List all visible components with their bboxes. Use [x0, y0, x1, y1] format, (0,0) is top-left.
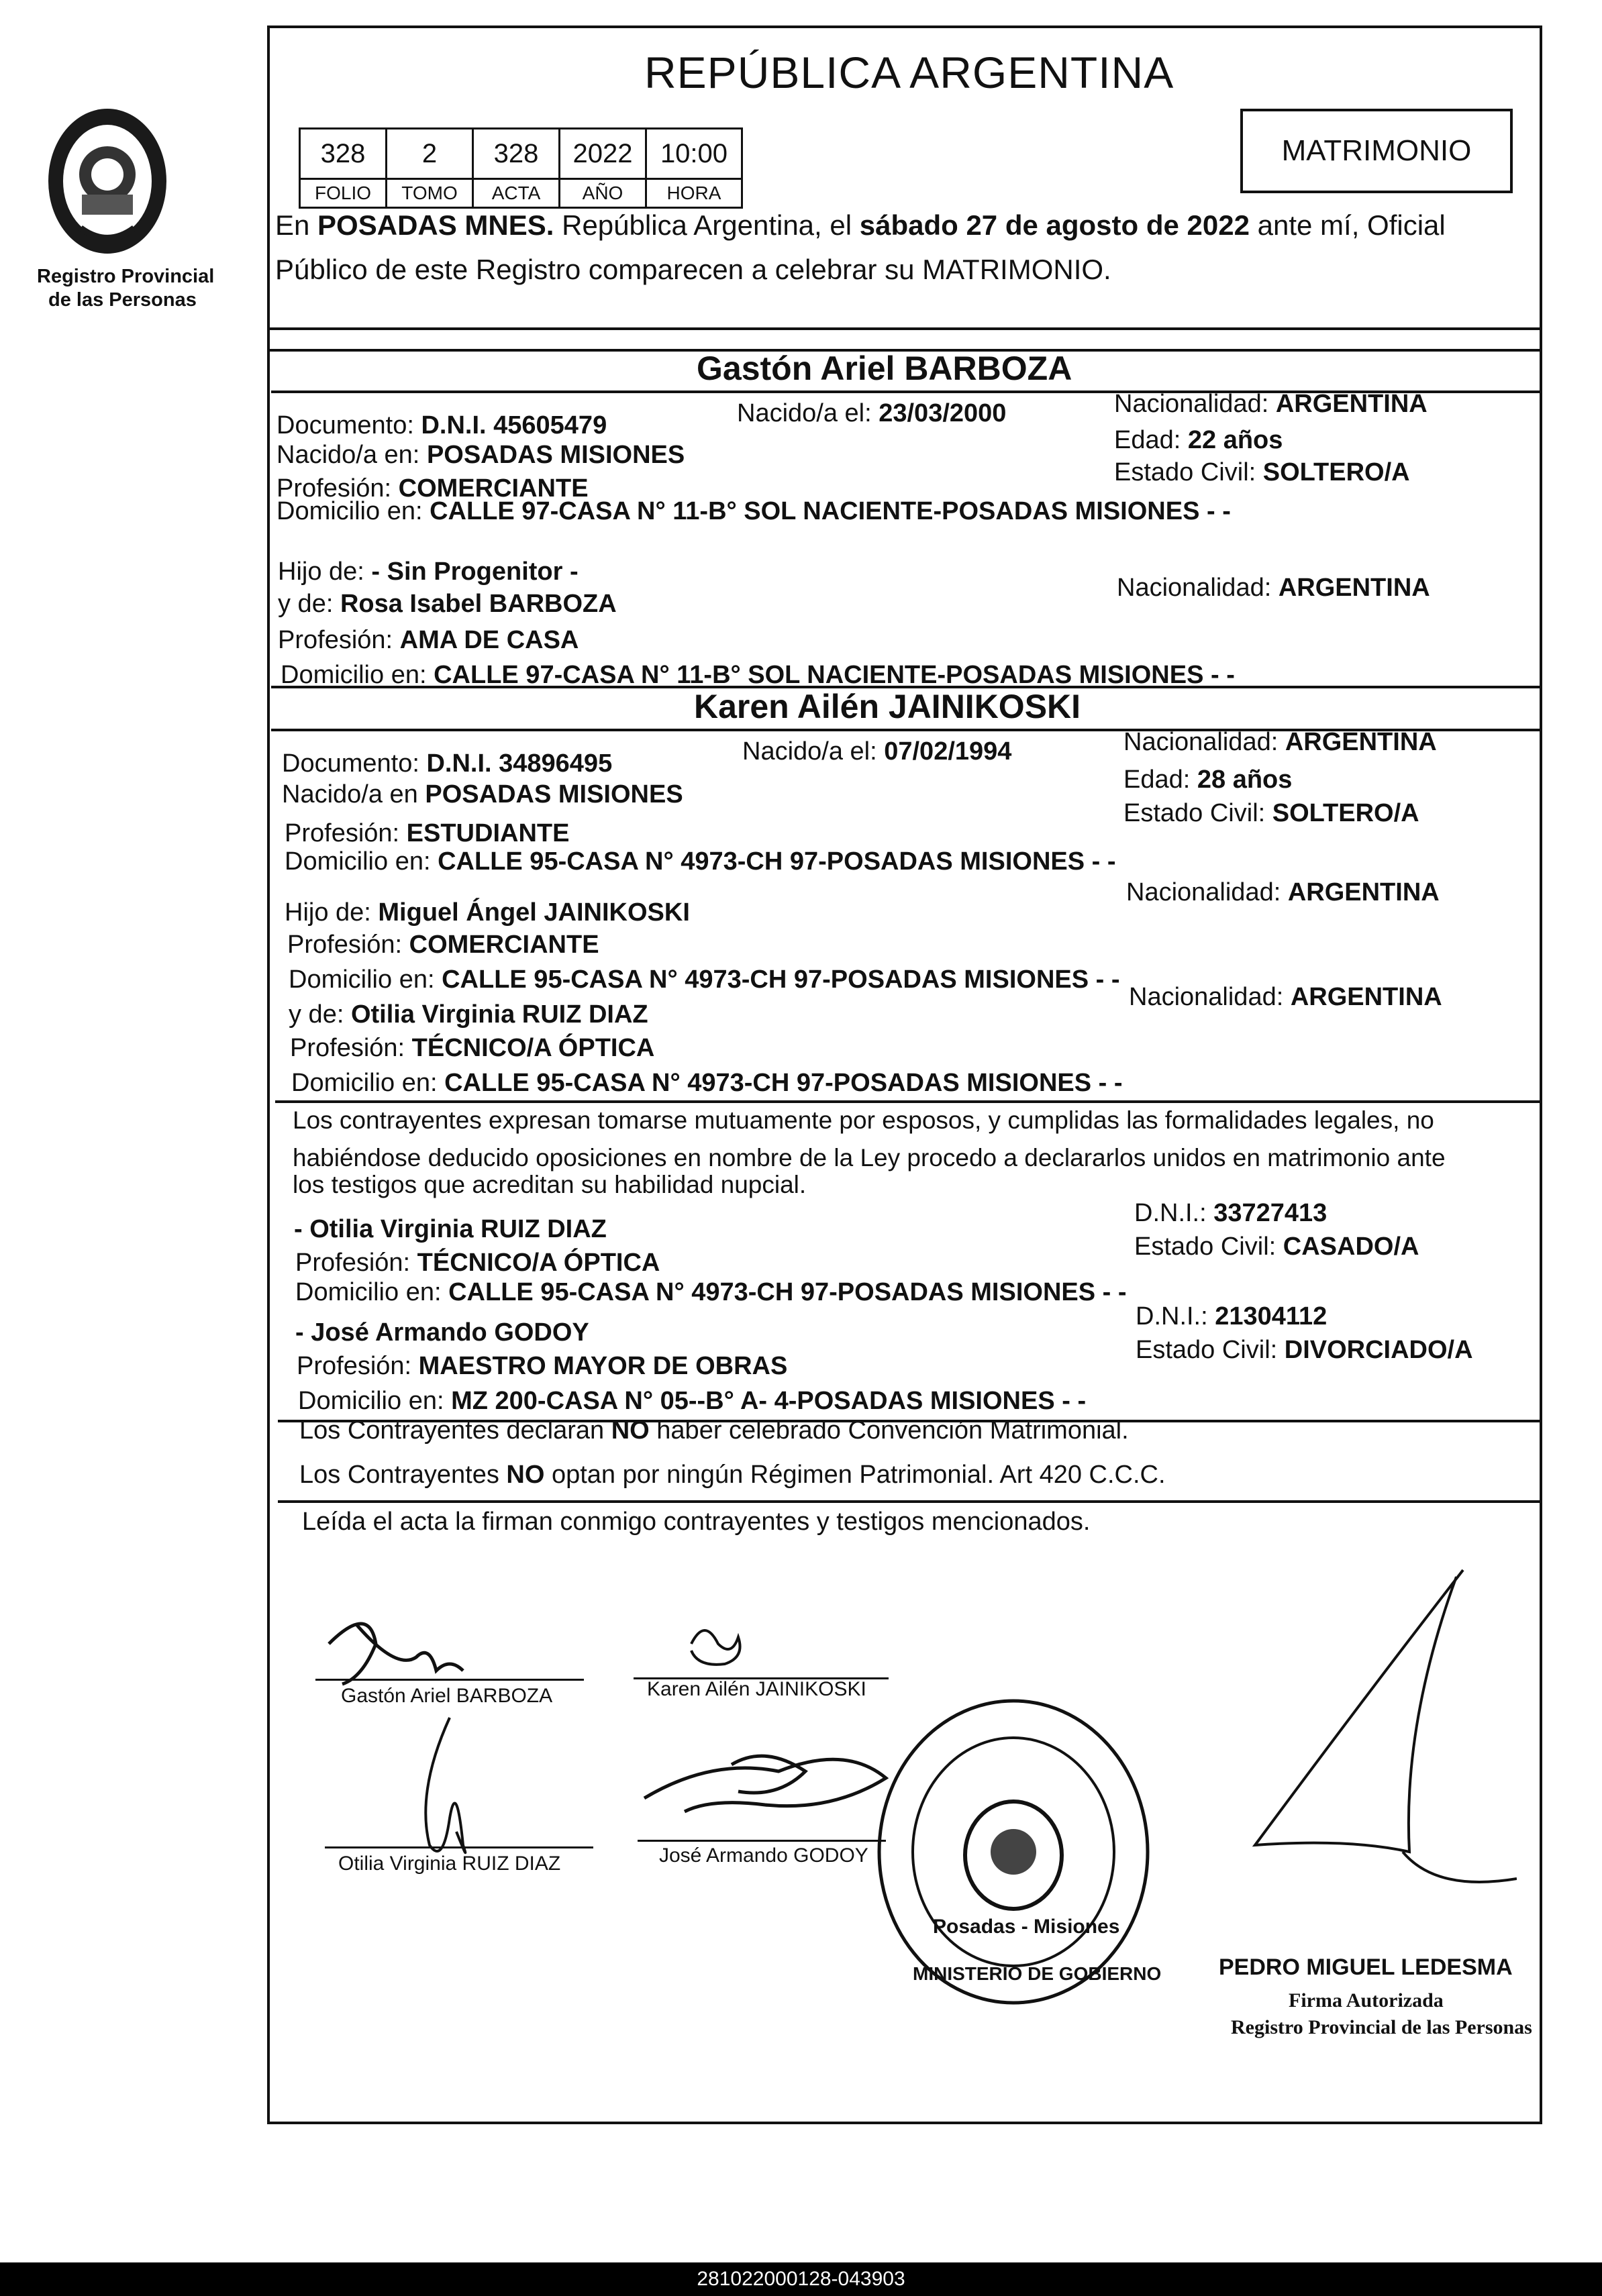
spouse1-documento: Documento: D.N.I. 45605479 [277, 411, 607, 439]
spouse2-nacido-el: Nacido/a el: 07/02/1994 [742, 737, 1012, 766]
spouse1-profesion: Profesión: COMERCIANTE [277, 474, 589, 503]
record-type-box: MATRIMONIO [1240, 109, 1513, 193]
acta-label: ACTA [473, 179, 560, 208]
hora-value: 10:00 [646, 129, 742, 179]
spouse2-padre-domicilio: Domicilio en: CALLE 95-CASA N° 4973-CH 97-POSADAS MISIONES - - [289, 966, 1120, 994]
divider [278, 1500, 1542, 1503]
logo-caption-line1: Registro Provincial [37, 266, 215, 287]
spouse2-madre-profesion: Profesión: TÉCNICO/A ÓPTICA [290, 1034, 655, 1062]
spouse1-nacido-el: Nacido/a el: 23/03/2000 [737, 399, 1007, 427]
tomo-value: 2 [387, 129, 473, 179]
declaration-line2: habiéndose deducido oposiciones en nombre de la Ley procedo a declararlos unidos en matrimonio ante [293, 1144, 1446, 1171]
spouse2-madre-nacionalidad: Nacionalidad: ARGENTINA [1129, 983, 1442, 1011]
spouse1-madre-domicilio: Domicilio en: CALLE 97-CASA N° 11-B° SOL NACIENTE-POSADAS MISIONES - - [281, 661, 1235, 689]
signature-jainikoski [678, 1617, 758, 1677]
spouse1-hijo: Hijo de: - Sin Progenitor - [278, 558, 579, 586]
intro-place: POSADAS MNES. [317, 209, 554, 241]
spouse1-edad: Edad: 22 años [1114, 426, 1283, 454]
anio-value: 2022 [560, 129, 646, 179]
spouse1-domicilio: Domicilio en: CALLE 97-CASA N° 11-B° SOL NACIENTE-POSADAS MISIONES - - [277, 497, 1231, 525]
intro-middle: República Argentina, el [554, 209, 860, 241]
signature-label-godoy: José Armando GODOY [659, 1844, 868, 1867]
registry-logo [40, 94, 174, 255]
convention-line2: Los Contrayentes NO optan por ningún Régimen Patrimonial. Art 420 C.C.C. [299, 1461, 1166, 1489]
spouse1-nacido-en: Nacido/a en: POSADAS MISIONES [277, 441, 685, 469]
spouse1-madre-profesion: Profesión: AMA DE CASA [278, 626, 579, 654]
officer-line2: Firma Autorizada [1289, 1989, 1444, 2012]
anio-label: AÑO [560, 179, 646, 208]
signature-label-ruiz-diaz: Otilia Virginia RUIZ DIAZ [338, 1853, 561, 1875]
witness1-dni: D.N.I.: 33727413 [1134, 1199, 1328, 1227]
officer-name: PEDRO MIGUEL LEDESMA [1219, 1954, 1513, 1980]
officer-line3: Registro Provincial de las Personas [1231, 2016, 1532, 2038]
spouse2-edad: Edad: 28 años [1123, 766, 1293, 794]
intro-suffix: ante mí, Oficial [1249, 209, 1446, 241]
province-shield-icon [40, 94, 174, 255]
witness1-name: - Otilia Virginia RUIZ DIAZ [294, 1215, 607, 1243]
spouse2-name: Karen Ailén JAINIKOSKI [694, 688, 1081, 725]
spouse2-estado: Estado Civil: SOLTERO/A [1123, 799, 1419, 827]
spouse1-estado: Estado Civil: SOLTERO/A [1114, 458, 1410, 486]
seal-city-text: Posadas - Misiones [933, 1916, 1120, 1938]
declaration-line3: los testigos que acreditan su habilidad nupcial. [293, 1171, 807, 1198]
folio-value: 328 [300, 129, 387, 179]
spouse2-nacionalidad: Nacionalidad: ARGENTINA [1123, 728, 1437, 756]
intro-line2: Público de este Registro comparecen a celebrar su MATRIMONIO. [275, 254, 1111, 285]
logo-caption-line2: de las Personas [48, 289, 197, 311]
spouse2-profesion: Profesión: ESTUDIANTE [285, 819, 570, 847]
signature-label-barboza: Gastón Ariel BARBOZA [341, 1685, 553, 1707]
spouse1-madre: y de: Rosa Isabel BARBOZA [278, 590, 617, 618]
signature-line [325, 1846, 593, 1848]
folio-label: FOLIO [300, 179, 387, 208]
spouse2-hijo: Hijo de: Miguel Ángel JAINIKOSKI [285, 898, 690, 927]
divider [275, 1100, 1542, 1103]
official-seal [866, 1691, 1161, 2013]
spouse2-padre-profesion: Profesión: COMERCIANTE [287, 931, 599, 959]
witness1-estado: Estado Civil: CASADO/A [1134, 1233, 1419, 1261]
closing-text: Leída el acta la firman conmigo contrayentes y testigos mencionados. [302, 1508, 1091, 1536]
witness2-estado: Estado Civil: DIVORCIADO/A [1136, 1336, 1473, 1364]
spouse2-madre-domicilio: Domicilio en: CALLE 95-CASA N° 4973-CH 97-POSADAS MISIONES - - [291, 1069, 1123, 1097]
witness1-profesion: Profesión: TÉCNICO/A ÓPTICA [295, 1249, 660, 1277]
acta-value: 328 [473, 129, 560, 179]
witness2-profesion: Profesión: MAESTRO MAYOR DE OBRAS [297, 1352, 788, 1380]
witness2-name: - José Armando GODOY [295, 1318, 589, 1347]
spouse2-nacido-en: Nacido/a en POSADAS MISIONES [282, 780, 683, 808]
signature-line [315, 1679, 584, 1681]
intro-date: sábado 27 de agosto de 2022 [859, 209, 1250, 241]
divider [267, 327, 1542, 330]
witness2-dni: D.N.I.: 21304112 [1136, 1302, 1328, 1330]
spouse2-padre-nacionalidad: Nacionalidad: ARGENTINA [1126, 878, 1440, 906]
spouse1-madre-nacionalidad: Nacionalidad: ARGENTINA [1117, 574, 1430, 602]
spouse2-documento: Documento: D.N.I. 34896495 [282, 749, 613, 778]
spouse2-madre: y de: Otilia Virginia RUIZ DIAZ [289, 1000, 648, 1029]
signature-label-jainikoski: Karen Ailén JAINIKOSKI [647, 1678, 866, 1700]
witness2-domicilio: Domicilio en: MZ 200-CASA N° 05--B° A- 4-POSADAS MISIONES - - [298, 1387, 1087, 1415]
spouse1-name: Gastón Ariel BARBOZA [697, 350, 1072, 387]
document-code-footer: 281022000128-043903 [0, 2262, 1602, 2296]
declaration-line1: Los contrayentes expresan tomarse mutuamente por esposos, y cumplidas las formalidades legales, no [293, 1106, 1434, 1134]
convention-line1: Los Contrayentes declaran NO haber celebrado Convención Matrimonial. [299, 1416, 1129, 1445]
hora-label: HORA [646, 179, 742, 208]
page-title: REPÚBLICA ARGENTINA [644, 48, 1174, 97]
intro-line1 [275, 209, 1446, 242]
tomo-label: TOMO [387, 179, 473, 208]
signature-officer [1235, 1557, 1517, 1892]
spouse1-nacionalidad: Nacionalidad: ARGENTINA [1114, 390, 1428, 418]
witness1-domicilio: Domicilio en: CALLE 95-CASA N° 4973-CH 97-POSADAS MISIONES - - [295, 1278, 1127, 1306]
record-table [299, 127, 743, 209]
intro-prefix: En [275, 209, 318, 241]
spouse2-domicilio: Domicilio en: CALLE 95-CASA N° 4973-CH 97-POSADAS MISIONES - - [285, 847, 1116, 876]
seal-bottom-text: MINISTERIO DE GOBIERNO [913, 1963, 1162, 1984]
